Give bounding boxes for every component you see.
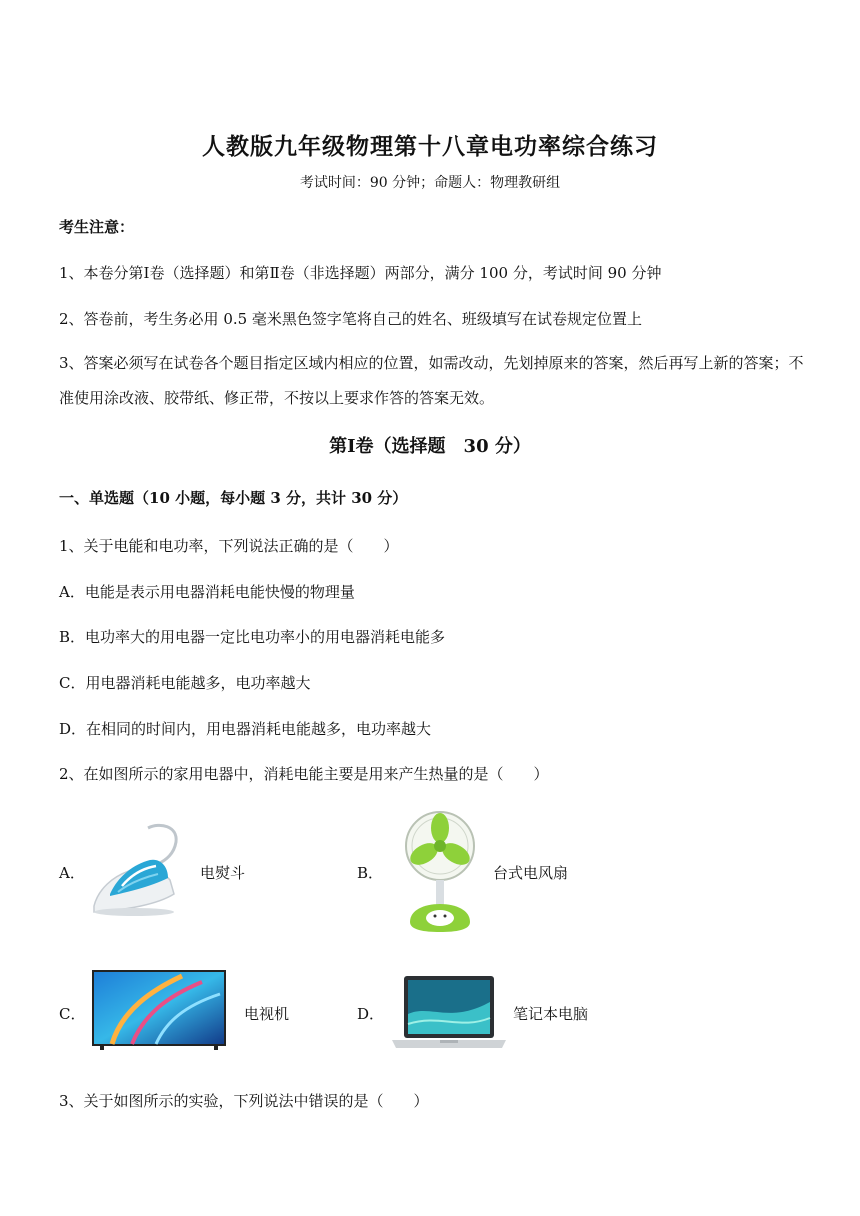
notice-heading: 考生注意： (59, 218, 135, 236)
question-1-option-d: D．在相同的时间内，用电器消耗电能越多，电功率越大 (59, 720, 432, 738)
fan-icon (400, 806, 484, 936)
notice-item-3: 3、答案必须写在试卷各个题目指定区域内相应的位置，如需改动，先划掉原来的答案，然后再写上新的答案；不准使用涂改液、胶带纸、修正带，不按以上要求作答的答案无效。 (59, 354, 804, 407)
question-2-option-a-letter: A． (59, 864, 85, 882)
question-1-option-a: A．电能是表示用电器消耗电能快慢的物理量 (59, 583, 355, 601)
question-1-option-c: C．用电器消耗电能越多，电功率越大 (59, 674, 311, 692)
question-2-option-a-label: 电熨斗 (200, 864, 246, 882)
question-2-option-d-label: 笔记本电脑 (513, 1005, 589, 1023)
question-1-option-b: B．电功率大的用电器一定比电功率小的用电器消耗电能多 (59, 628, 446, 646)
question-2-option-d-letter: D． (357, 1005, 385, 1023)
iron-icon (88, 820, 184, 918)
question-2-stem: 2、在如图所示的家用电器中，消耗电能主要是用来产生热量的是（ ） (59, 765, 549, 783)
question-3-stem: 3、关于如图所示的实验，下列说法中错误的是（ ） (59, 1092, 429, 1110)
question-1-stem: 1、关于电能和电功率，下列说法正确的是（ ） (59, 537, 399, 555)
part-heading: 一、单选题（10 小题，每小题 3 分，共计 30 分） (59, 489, 408, 507)
page-title: 人教版九年级物理第十八章电功率综合练习 (202, 133, 658, 160)
notice-item-2: 2、答卷前，考生务必用 0.5 毫米黑色签字笔将自己的姓名、班级填写在试卷规定位置上 (59, 310, 642, 328)
question-2-option-b-letter: B． (357, 864, 384, 882)
tv-icon (92, 970, 226, 1050)
laptop-icon (390, 974, 508, 1052)
section-title: 第Ⅰ卷（选择题 30 分） (329, 436, 531, 457)
notice-item-1: 1、本卷分第Ⅰ卷（选择题）和第Ⅱ卷（非选择题）两部分，满分 100 分，考试时间 90 分钟 (59, 264, 662, 282)
exam-info: 考试时间：90 分钟；命题人：物理教研组 (299, 175, 561, 191)
question-2-option-c-letter: C． (59, 1005, 86, 1023)
question-2-option-c-label: 电视机 (244, 1005, 290, 1023)
question-2-option-b-label: 台式电风扇 (493, 864, 569, 882)
